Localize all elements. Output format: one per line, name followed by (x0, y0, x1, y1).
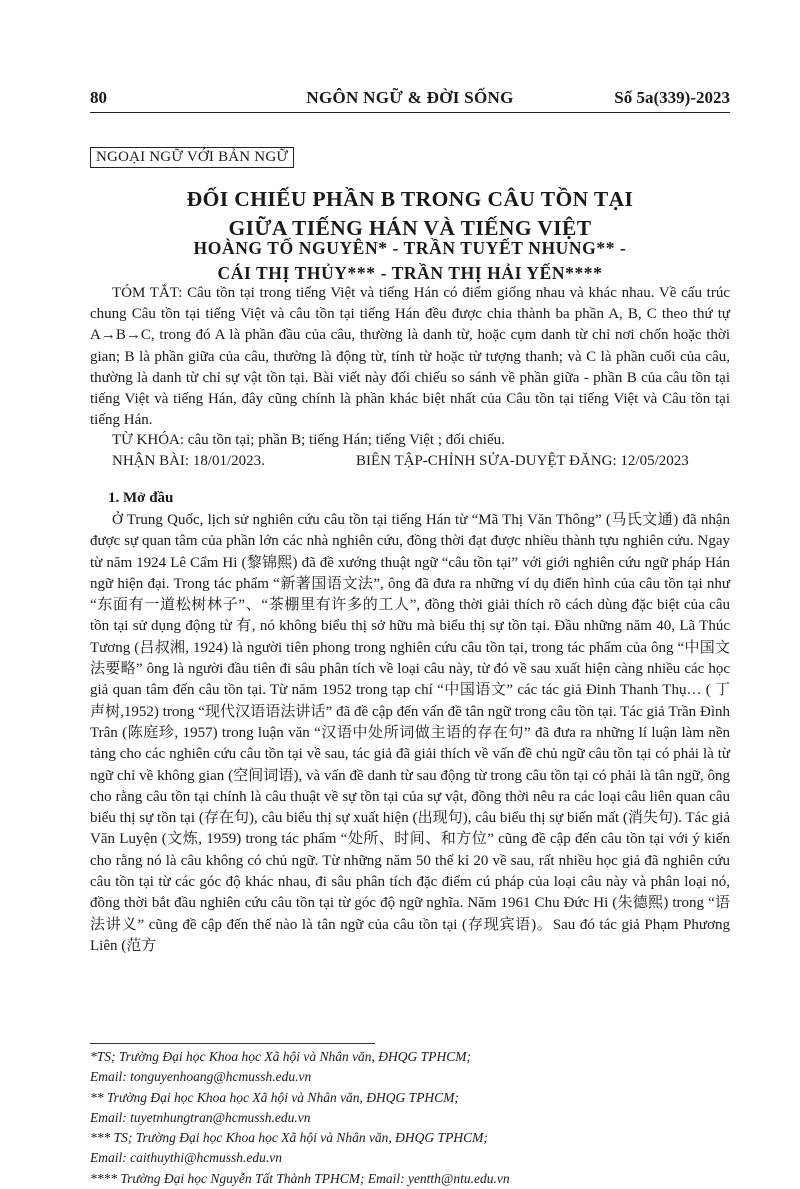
journal-title: NGÔN NGỮ & ĐỜI SỐNG (306, 88, 514, 107)
article-dates (112, 451, 730, 472)
title-line-2: GIỮA TIẾNG HÁN VÀ TIẾNG VIỆT (228, 216, 592, 240)
footnotes (90, 1047, 730, 1189)
footnote-email: Email: caithuythi@hcmussh.edu.vn (90, 1150, 283, 1166)
keywords: TỪ KHÓA: câu tồn tại; phần B; tiếng Hán; tiếng Việt ; đối chiếu. (112, 432, 505, 448)
issue-number: Số 5a(339)-2023 (614, 88, 730, 107)
authors-line-2: CÁI THỊ THỦY*** - TRẦN THỊ HẢI YẾN**** (217, 263, 603, 283)
title-line-1: ĐỐI CHIẾU PHẦN B TRONG CÂU TỒN TẠI (186, 187, 634, 211)
page-number: 80 (90, 88, 107, 107)
section-tag: NGOẠI NGỮ VỚI BẢN NGỮ (90, 147, 294, 168)
running-header (90, 88, 730, 113)
received-date: NHẬN BÀI: 18/01/2023. (112, 453, 265, 469)
authors-line-1: HOÀNG TỐ NGUYÊN* - TRẦN TUYẾT NHUNG** - (193, 238, 627, 258)
section-heading: 1. Mở đầu (108, 490, 174, 506)
footnote-email: Email: tuyetnhungtran@hcmussh.edu.vn (90, 1109, 311, 1125)
footnote: *** TS; Trường Đại học Khoa học Xã hội và Nhân văn, ĐHQG TPHCM; (90, 1130, 488, 1146)
body-text (90, 510, 730, 957)
article-title (90, 185, 730, 243)
footnote-rule (90, 1043, 375, 1044)
abstract (90, 283, 730, 431)
abstract-text: TÓM TẮT: Câu tồn tại trong tiếng Việt và tiếng Hán có điểm giống nhau và khác nhau. Về cấu trúc chung Câu tồn tại tiếng Việt và câu tồn tại tiếng Hán đều được chia thành ba phần A, B, C theo thứ tự A→B→C, trong đó A là phần đầu của câu, thường là danh từ, hoặc cụm danh từ chỉ nơi chốn hoặc thời gian; B là phần giữa của câu, thường là động từ, tính từ hoặc từ tượng thanh; và C là phần cuối của câu, thường là danh từ chỉ sự vật tồn tại. Bài viết này đối chiếu so sánh về phần giữa - phần B của câu tồn tại tiếng Việt và tiếng Hán, đây cũng chính là phần khác biệt nhất của Câu tồn tại tiếng Việt và Câu tồn tại tiếng Hán. (90, 285, 730, 429)
author-list (90, 236, 730, 286)
footnote: ** Trường Đại học Khoa học Xã hội và Nhân văn, ĐHQG TPHCM; (90, 1089, 459, 1105)
footnote: *TS; Trường Đại học Khoa học Xã hội và Nhân văn, ĐHQG TPHCM; (90, 1049, 471, 1064)
footnote: **** Trường Đại học Nguyễn Tất Thành TPHCM; Email: yentth@ntu.edu.vn (90, 1170, 510, 1186)
footnote-email: Email: tonguyenhoang@hcmussh.edu.vn (90, 1069, 312, 1085)
accepted-date: BIÊN TẬP-CHỈNH SỬA-DUYỆT ĐĂNG: 12/05/2023 (356, 453, 689, 469)
paragraph: Ở Trung Quốc, lịch sử nghiên cứu câu tồn tại tiếng Hán từ “Mã Thị Văn Thông” (马氏文通) đã nhận được sự quan tâm của phần lớn các nhà nghiên cứu, đồng thời đạt được nhiều thành tựu nghiên cứu. Ngay từ năm 1924 Lê Cẩm Hi (黎锦熙) đã đề xướng thuật ngữ “câu tồn tại” với giới nghiên cứu ngữ pháp Hán ngữ hiện đại. Trong tác phẩm “新著国语文法”, ông đã đưa ra những ví dụ điển hình của câu tồn tại như “东面有一道松树林子”、“茶棚里有许多的工人”, đồng thời giải thích rõ cách dùng đặc biệt của câu tồn tại sử dụng động từ 有, nó không biểu thị sở hữu mà biểu thị sự tồn tại. Đầu những năm 40, Lã Thúc Tương (吕叔湘, 1924) là người tiên phong trong nghiên cứu câu tồn tại, trong tác phẩm của ông “中国文法要略” ông là người đầu tiên đi sâu phân tích về loại câu này, từ đó về sau xuất hiện càng nhiều các học giả quan tâm đến câu tồn tại. Từ năm 1952 trong tạp chí “中国语文” các tác giả Đinh Thanh Thụ… ( 丁声树,1952) trong “现代汉语语法讲话” đã đề cập đến vấn đề tân ngữ trong câu tồn tại. Tác giả Trần Đình Trân (陈庭珍, 1957) trong luận văn “汉语中处所词做主语的存在句” đã đưa ra những lí luận làm nền tảng cho các nghiên cứu câu tồn tại về sau, tác giả đã giải thích về vấn đề chủ ngữ câu tồn tại có phải là từ ngữ chỉ về không gian (空间词语), và vấn đề danh từ sau động từ trong câu tồn tại có phải là tân ngữ, ông cho rằng câu tồn tại chính là câu thuật về sự tồn tại của sự vật, đồng thời nêu ra các loại câu liên quan câu biểu thị sự tồn tại (存在句), câu biểu thị sự xuất hiện (出现句), câu biểu thị sự biến mất (消失句). Tác giả Văn Luyện (文炼, 1959) trong tác phẩm “处所、时间、和方位” cũng đề cập đến câu tồn tại với ý kiến cho rằng nó là câu không có chủ ngữ. Từ những năm 50 thế kỉ 20 về sau, rất nhiều học giả đã nghiên cứu câu tồn tại từ các góc độ khác nhau, đi sâu phân tích đặc điểm cú pháp của loại câu này và phân loại nó, đồng thời bắt đầu nghiên cứu câu tồn tại từ góc độ ngữ nghĩa. Năm 1961 Chu Đức Hi (朱德熙) trong “语法讲义” cũng đề cập đến thế nào là tân ngữ của câu tồn tại (存现宾语)。Sau đó tác giả Phạm Phương Liên (范方 (90, 512, 730, 954)
